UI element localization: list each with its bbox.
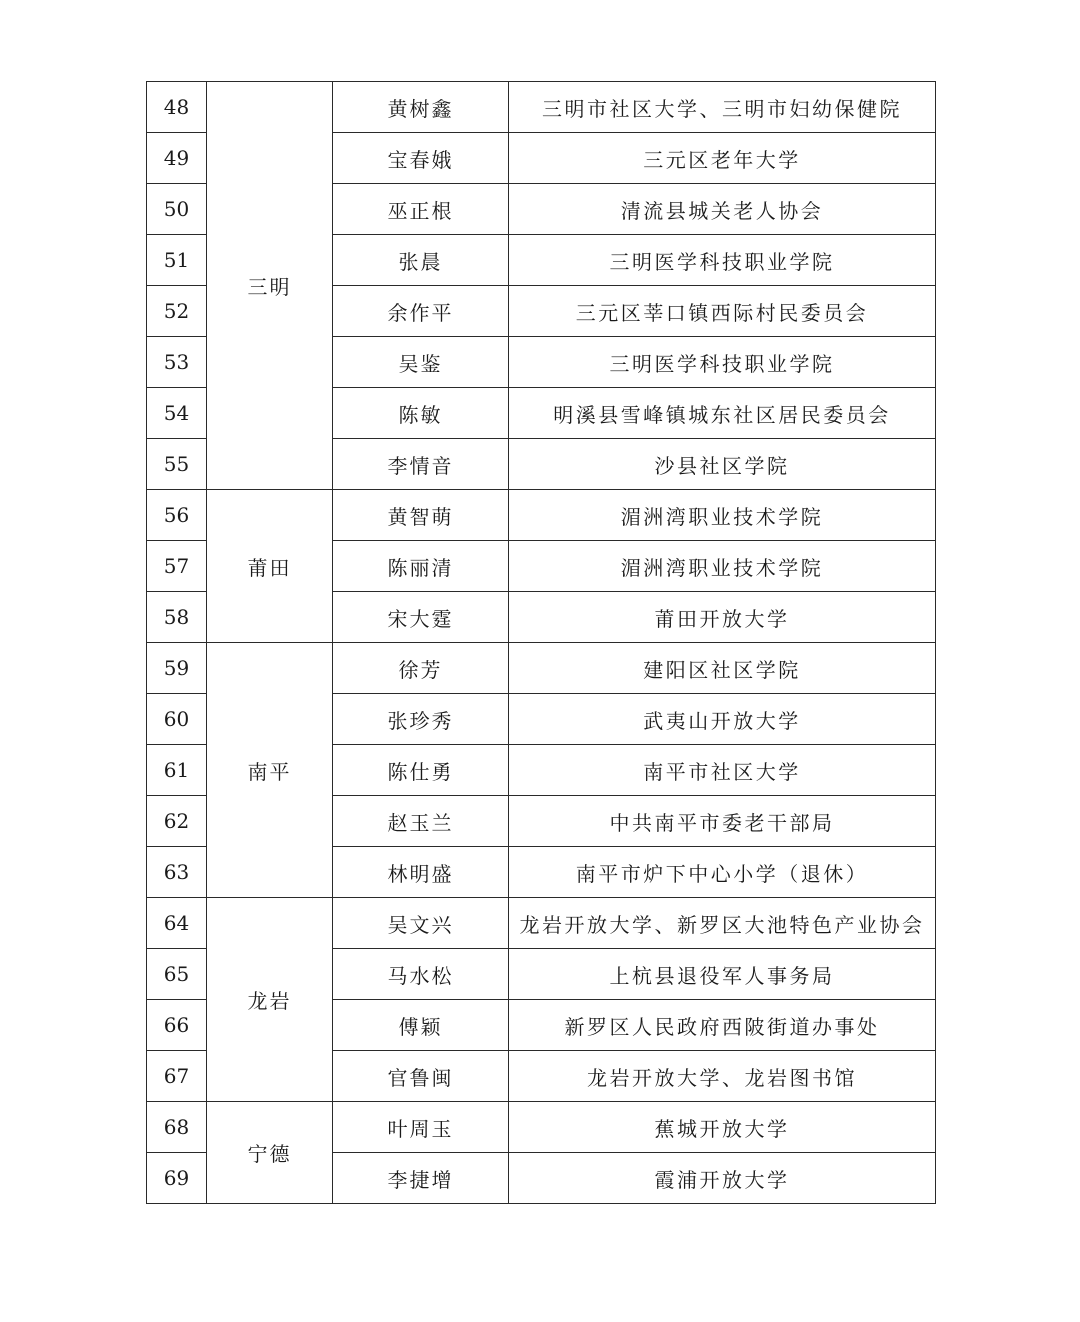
organization-cell: 蕉城开放大学 <box>509 1102 936 1153</box>
organization-cell: 龙岩开放大学、龙岩图书馆 <box>509 1051 936 1102</box>
name-cell: 傅颖 <box>333 1000 509 1051</box>
organization-cell: 湄洲湾职业技术学院 <box>509 541 936 592</box>
name-cell: 吴鉴 <box>333 337 509 388</box>
serial-number-cell: 64 <box>147 898 207 949</box>
organization-cell: 霞浦开放大学 <box>509 1153 936 1204</box>
organization-cell: 湄洲湾职业技术学院 <box>509 490 936 541</box>
organization-cell: 龙岩开放大学、新罗区大池特色产业协会 <box>509 898 936 949</box>
table-row <box>147 898 936 949</box>
serial-number-cell: 58 <box>147 592 207 643</box>
serial-number-cell: 55 <box>147 439 207 490</box>
organization-cell: 南平市社区大学 <box>509 745 936 796</box>
name-cell: 巫正根 <box>333 184 509 235</box>
serial-number-cell: 50 <box>147 184 207 235</box>
organization-cell: 三元区莘口镇西际村民委员会 <box>509 286 936 337</box>
name-cell: 李捷增 <box>333 1153 509 1204</box>
region-cell: 南平 <box>207 643 333 898</box>
table-row <box>147 1102 936 1153</box>
organization-cell: 三明市社区大学、三明市妇幼保健院 <box>509 82 936 133</box>
serial-number-cell: 51 <box>147 235 207 286</box>
award-list-table <box>146 81 936 1204</box>
name-cell: 余作平 <box>333 286 509 337</box>
table-row <box>147 82 936 133</box>
name-cell: 张晨 <box>333 235 509 286</box>
serial-number-cell: 61 <box>147 745 207 796</box>
serial-number-cell: 68 <box>147 1102 207 1153</box>
name-cell: 黄智萌 <box>333 490 509 541</box>
organization-cell: 莆田开放大学 <box>509 592 936 643</box>
organization-cell: 沙县社区学院 <box>509 439 936 490</box>
table-body <box>147 82 936 1204</box>
name-cell: 赵玉兰 <box>333 796 509 847</box>
name-cell: 宝春娥 <box>333 133 509 184</box>
organization-cell: 武夷山开放大学 <box>509 694 936 745</box>
name-cell: 张珍秀 <box>333 694 509 745</box>
name-cell: 黄树鑫 <box>333 82 509 133</box>
organization-cell: 建阳区社区学院 <box>509 643 936 694</box>
name-cell: 宋大霆 <box>333 592 509 643</box>
name-cell: 官鲁闽 <box>333 1051 509 1102</box>
name-cell: 陈敏 <box>333 388 509 439</box>
table-row <box>147 643 936 694</box>
organization-cell: 明溪县雪峰镇城东社区居民委员会 <box>509 388 936 439</box>
organization-cell: 新罗区人民政府西陂街道办事处 <box>509 1000 936 1051</box>
serial-number-cell: 59 <box>147 643 207 694</box>
name-cell: 陈仕勇 <box>333 745 509 796</box>
serial-number-cell: 60 <box>147 694 207 745</box>
name-cell: 吴文兴 <box>333 898 509 949</box>
serial-number-cell: 69 <box>147 1153 207 1204</box>
name-cell: 林明盛 <box>333 847 509 898</box>
organization-cell: 清流县城关老人协会 <box>509 184 936 235</box>
organization-cell: 三元区老年大学 <box>509 133 936 184</box>
table-row <box>147 490 936 541</box>
serial-number-cell: 52 <box>147 286 207 337</box>
name-cell: 徐芳 <box>333 643 509 694</box>
name-cell: 马水松 <box>333 949 509 1000</box>
serial-number-cell: 62 <box>147 796 207 847</box>
serial-number-cell: 48 <box>147 82 207 133</box>
serial-number-cell: 54 <box>147 388 207 439</box>
region-cell: 莆田 <box>207 490 333 643</box>
name-cell: 叶周玉 <box>333 1102 509 1153</box>
organization-cell: 三明医学科技职业学院 <box>509 337 936 388</box>
serial-number-cell: 63 <box>147 847 207 898</box>
name-cell: 陈丽清 <box>333 541 509 592</box>
organization-cell: 中共南平市委老干部局 <box>509 796 936 847</box>
serial-number-cell: 67 <box>147 1051 207 1102</box>
serial-number-cell: 53 <box>147 337 207 388</box>
serial-number-cell: 49 <box>147 133 207 184</box>
serial-number-cell: 65 <box>147 949 207 1000</box>
organization-cell: 南平市炉下中心小学（退休） <box>509 847 936 898</box>
region-cell: 龙岩 <box>207 898 333 1102</box>
serial-number-cell: 57 <box>147 541 207 592</box>
serial-number-cell: 56 <box>147 490 207 541</box>
name-cell: 李情音 <box>333 439 509 490</box>
organization-cell: 三明医学科技职业学院 <box>509 235 936 286</box>
region-cell: 宁德 <box>207 1102 333 1204</box>
region-cell: 三明 <box>207 82 333 490</box>
organization-cell: 上杭县退役军人事务局 <box>509 949 936 1000</box>
serial-number-cell: 66 <box>147 1000 207 1051</box>
